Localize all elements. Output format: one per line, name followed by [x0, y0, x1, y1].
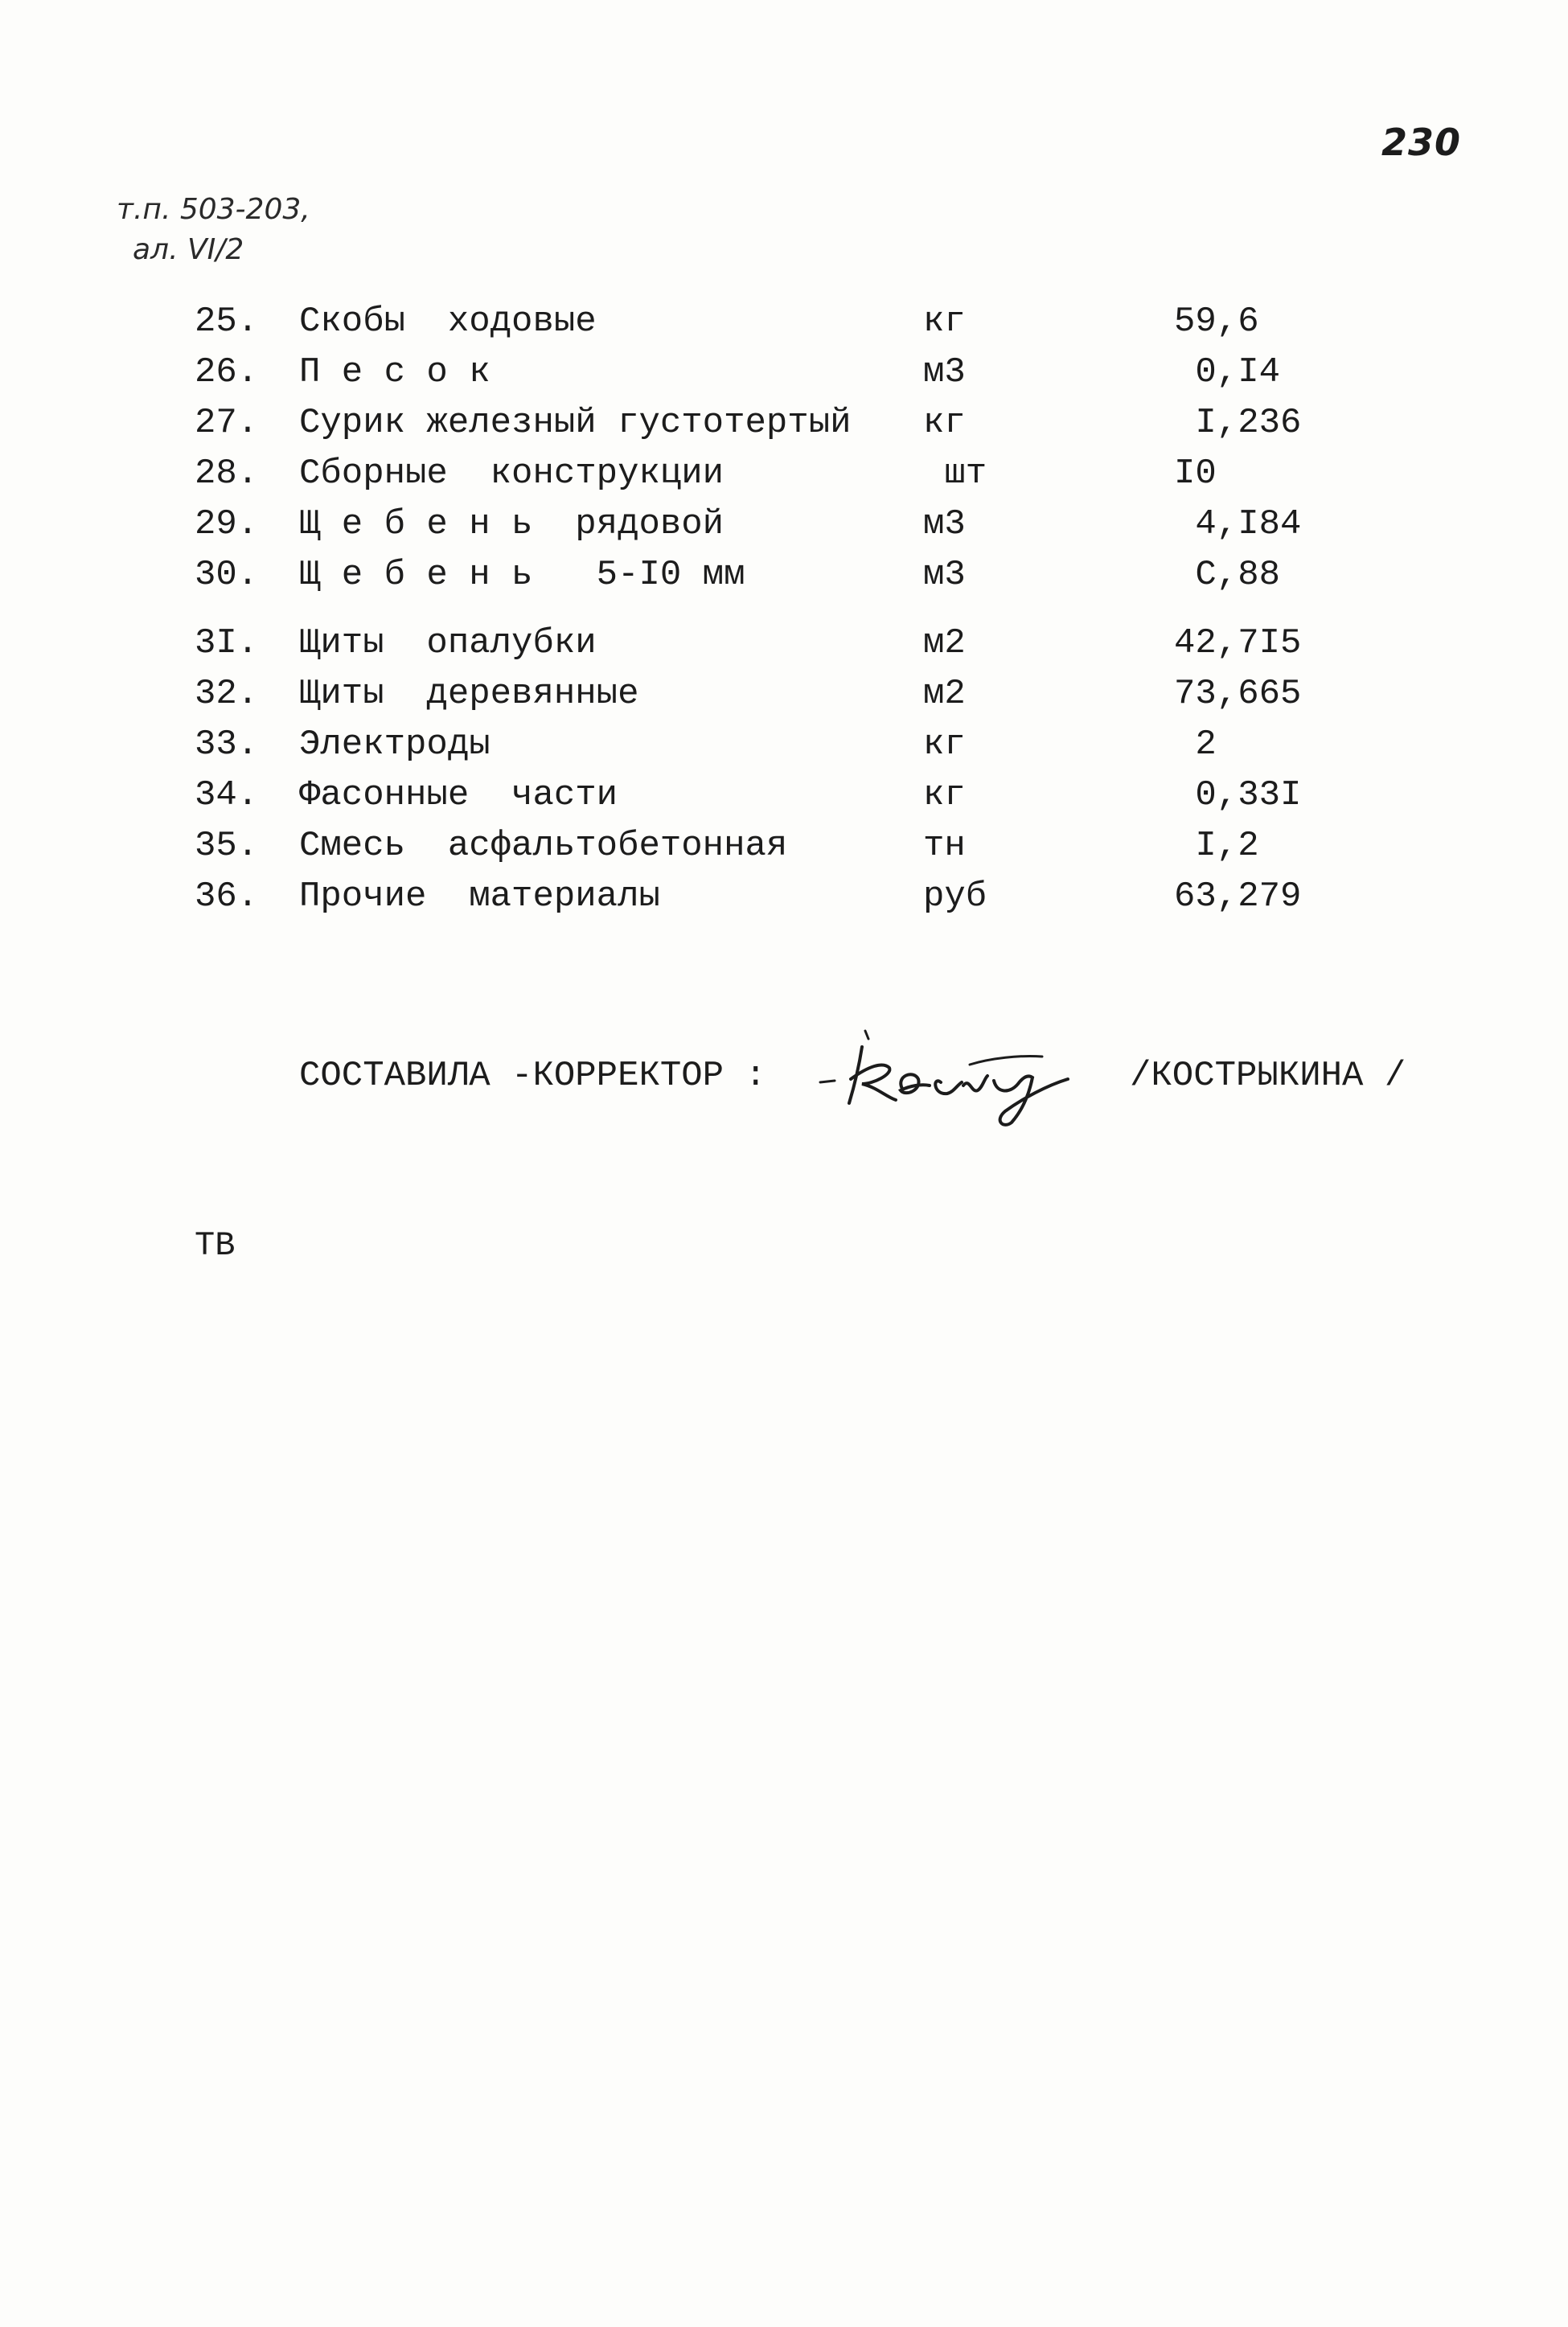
item-number: 29.	[195, 504, 259, 544]
item-quantity: 42,7I5	[1174, 623, 1302, 663]
item-quantity: I0	[1174, 453, 1217, 494]
item-quantity: 4,I84	[1174, 504, 1302, 544]
item-number: 3I.	[195, 623, 259, 663]
list-item	[0, 619, 1568, 667]
item-quantity: 0,33I	[1174, 775, 1302, 815]
item-number: 30.	[195, 555, 259, 595]
handwritten-reference-sheet: ал. VI/2	[133, 233, 244, 266]
item-name: Сборные конструкции	[299, 453, 724, 494]
item-number: 28.	[195, 453, 259, 494]
item-quantity: 0,I4	[1174, 352, 1281, 392]
signoff-label: СОСТАВИЛА -КОРРЕКТОР :	[299, 1056, 766, 1096]
item-number: 34.	[195, 775, 259, 815]
list-item	[0, 500, 1568, 548]
handwritten-signature	[812, 1020, 1102, 1132]
list-item	[0, 298, 1568, 346]
item-number: 25.	[195, 302, 259, 342]
item-name: Щиты опалубки	[299, 623, 597, 663]
list-item	[0, 348, 1568, 396]
signoff-name: /КОСТРЫКИНА /	[1130, 1056, 1406, 1096]
item-name: Электроды	[299, 724, 491, 765]
footer-code: ТВ	[195, 1226, 236, 1265]
item-name: Прочие материалы	[299, 876, 660, 917]
item-name: Сурик железный густотертый	[299, 403, 852, 443]
item-quantity: 73,665	[1174, 674, 1302, 714]
item-unit: тн	[923, 826, 966, 866]
item-number: 26.	[195, 352, 259, 392]
list-item	[0, 771, 1568, 819]
item-quantity: С,88	[1174, 555, 1281, 595]
item-quantity: I,2	[1174, 826, 1259, 866]
item-name: Скобы ходовые	[299, 302, 597, 342]
list-item	[0, 399, 1568, 447]
item-quantity: I,236	[1174, 403, 1302, 443]
list-item	[0, 720, 1568, 769]
item-name: П е с о к	[299, 352, 491, 392]
handwritten-reference: т.п. 503-203,	[117, 193, 310, 226]
item-name: Фасонные части	[299, 775, 618, 815]
list-item	[0, 551, 1568, 599]
list-item	[0, 872, 1568, 921]
list-item	[0, 670, 1568, 718]
item-name: Щ е б е н ь 5-I0 мм	[299, 555, 745, 595]
item-unit: м2	[923, 623, 966, 663]
item-unit: м3	[923, 352, 966, 392]
item-unit: кг	[923, 302, 966, 342]
item-unit: м3	[923, 555, 966, 595]
item-unit: руб	[923, 876, 987, 917]
item-number: 27.	[195, 403, 259, 443]
item-quantity: 2	[1174, 724, 1217, 765]
item-number: 32.	[195, 674, 259, 714]
item-quantity: 63,279	[1174, 876, 1302, 917]
item-number: 35.	[195, 826, 259, 866]
item-unit: кг	[923, 724, 966, 765]
item-number: 36.	[195, 876, 259, 917]
item-unit: кг	[923, 775, 966, 815]
item-name: Щиты деревянные	[299, 674, 639, 714]
item-name: Щ е б е н ь рядовой	[299, 504, 724, 544]
item-unit: м3	[923, 504, 966, 544]
item-number: 33.	[195, 724, 259, 765]
signoff-line	[0, 1044, 1568, 1108]
item-unit: м2	[923, 674, 966, 714]
item-unit: кг	[923, 403, 966, 443]
item-name: Смесь асфальтобетонная	[299, 826, 788, 866]
list-item	[0, 822, 1568, 870]
page-number: 230	[1381, 121, 1462, 164]
item-unit: шт	[923, 453, 987, 494]
list-item	[0, 449, 1568, 498]
item-quantity: 59,6	[1174, 302, 1259, 342]
